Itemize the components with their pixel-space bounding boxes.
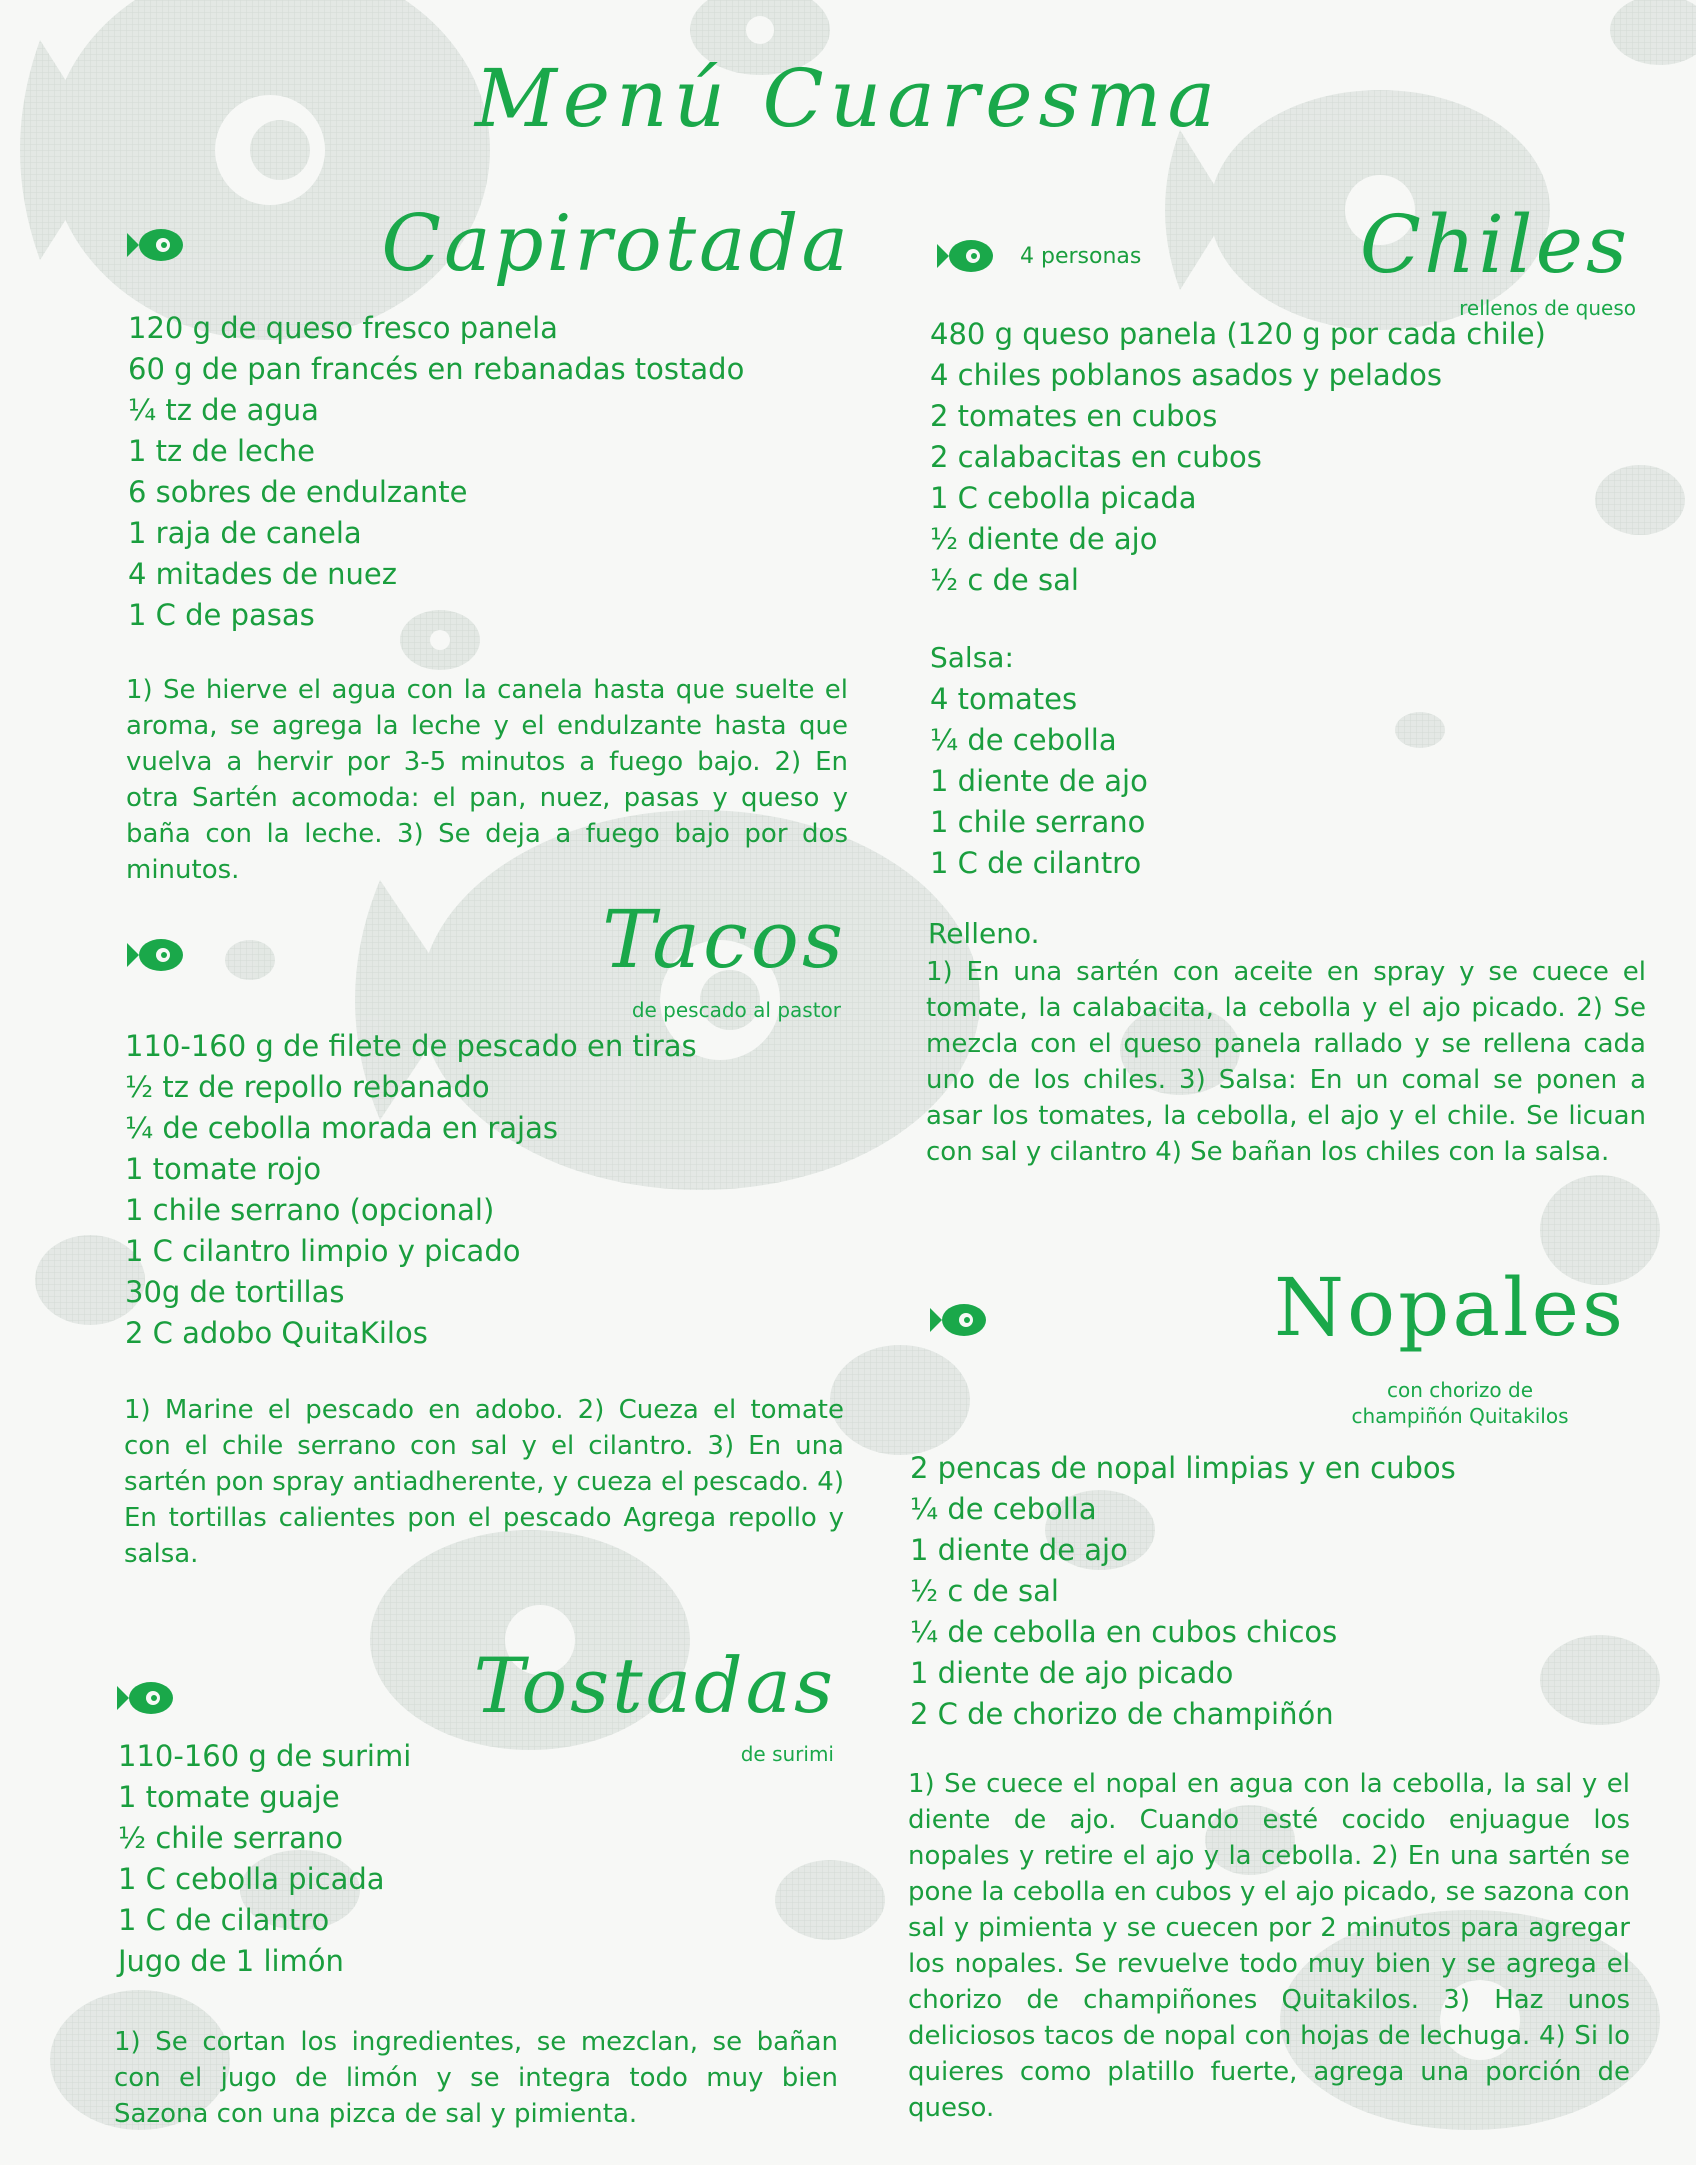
list-item: 1 diente de ajo	[910, 1533, 1128, 1567]
list-item: 1 C cebolla picada	[930, 481, 1197, 515]
capirotada-ingredients	[128, 308, 848, 636]
chiles-relleno-label: Relleno.	[928, 917, 1040, 950]
list-item: 1 C de cilantro	[930, 846, 1142, 880]
tacos-instructions: 1) Marine el pescado en adobo. 2) Cueza el tomate con el chile serrano con sal y el cilantro. 3) En una sartén pon spray antiadherente, y cueza el pescado. 4) En tortillas calientes pon el pescado Agrega repollo y salsa.	[124, 1395, 844, 1569]
tacos-title: Tacos	[602, 893, 846, 986]
chiles-servings: 4 personas	[1020, 244, 1142, 269]
fish-logo-icon	[125, 935, 185, 979]
fish-logo-icon	[935, 236, 995, 280]
nopales-subtitle-line2: champiñón Quitakilos	[1351, 1404, 1569, 1428]
nopales-subtitle-line1: con chorizo de	[1386, 1378, 1534, 1402]
list-item: 120 g de queso fresco panela	[128, 311, 558, 345]
list-item: 480 g queso panela (120 g por cada chile)	[930, 317, 1546, 351]
chiles-salsa-ingredients	[930, 679, 1530, 884]
list-item: 2 pencas de nopal limpias y en cubos	[910, 1451, 1456, 1485]
fish-logo-icon	[928, 1300, 988, 1344]
list-item: 2 C de chorizo de champiñón	[910, 1697, 1334, 1731]
tacos-subtitle: de pescado al pastor	[631, 998, 841, 1022]
list-item: 1 C de pasas	[128, 598, 315, 632]
list-item: 6 sobres de endulzante	[128, 475, 468, 509]
chiles-instructions: 1) En una sartén con aceite en spray y se cuece el tomate, la calabacita, la cebolla y el ajo picado. 2) Se mezcla con el queso panela rallado y se rellena cada uno de los chiles. 3) Salsa: En un comal se ponen a asar los tomates, la cebolla, el ajo y el chile. Se licuan con sal y cilantro 4) Se bañan los chiles con la salsa.	[926, 957, 1646, 1167]
list-item: ½ chile serrano	[118, 1821, 344, 1855]
list-item: Jugo de 1 limón	[118, 1944, 344, 1978]
list-item: ½ tz de repollo rebanado	[125, 1070, 490, 1104]
list-item: 1 raja de canela	[128, 516, 362, 550]
chiles-salsa-label: Salsa:	[930, 641, 1014, 674]
nopales-instructions: 1) Se cuece el nopal en agua con la cebolla, la sal y el diente de ajo. Cuando esté cocido enjuague los nopales y retire el ajo y la cebolla. 2) En una sartén se pone la cebolla en cubos y el ajo picado, se sazona con sal y pimienta y se cuecen por 2 minutos para agregar los nopales. Se revuelve todo muy bien y se agrega el chorizo de champiñones Quitakilos. 3) Haz unos deliciosos tacos de nopal con hojas de lechuga. 4) Si lo quieres como platillo fuerte, agrega una porción de queso.	[908, 1769, 1630, 2123]
list-item: 1 tomate guaje	[118, 1780, 340, 1814]
list-item: 4 tomates	[930, 682, 1078, 716]
nopales-ingredients	[910, 1448, 1630, 1735]
nopales-title: Nopales	[1273, 1261, 1626, 1354]
list-item: 4 chiles poblanos asados y pelados	[930, 358, 1442, 392]
chiles-title: Chiles	[1359, 198, 1630, 291]
list-item: ½ diente de ajo	[930, 522, 1158, 556]
list-item: 1 chile serrano (opcional)	[125, 1193, 495, 1227]
list-item: ½ c de sal	[910, 1574, 1059, 1608]
list-item: 1 C cebolla picada	[118, 1862, 385, 1896]
list-item: 30g de tortillas	[125, 1275, 345, 1309]
list-item: ¼ tz de agua	[128, 393, 319, 427]
list-item: 110-160 g de filete de pescado en tiras	[125, 1029, 697, 1063]
list-item: ¼ de cebolla	[930, 723, 1117, 757]
fish-logo-icon	[125, 225, 185, 269]
list-item: 1 C cilantro limpio y picado	[125, 1234, 521, 1268]
list-item: 2 calabacitas en cubos	[930, 440, 1262, 474]
list-item: 1 chile serrano	[930, 805, 1146, 839]
list-item: ½ c de sal	[930, 563, 1079, 597]
list-item: 2 tomates en cubos	[930, 399, 1218, 433]
list-item: 1 tomate rojo	[125, 1152, 322, 1186]
page-title: Menú Cuaresma	[474, 52, 1222, 145]
list-item: 1 diente de ajo picado	[910, 1656, 1234, 1690]
tostadas-title: Tostadas	[473, 1641, 836, 1730]
chiles-subtitle: rellenos de queso	[1459, 296, 1636, 320]
tacos-ingredients	[125, 1026, 845, 1354]
capirotada-title: Capirotada	[381, 199, 851, 289]
list-item: 1 tz de leche	[128, 434, 316, 468]
list-item: ¼ de cebolla	[910, 1492, 1097, 1526]
chiles-ingredients	[930, 314, 1650, 601]
list-item: ¼ de cebolla morada en rajas	[125, 1111, 558, 1145]
list-item: 110-160 g de surimi	[118, 1739, 412, 1773]
list-item: 4 mitades de nuez	[128, 557, 397, 591]
list-item: 1 diente de ajo	[930, 764, 1148, 798]
list-item: ¼ de cebolla en cubos chicos	[910, 1615, 1338, 1649]
list-item: 1 C de cilantro	[118, 1903, 330, 1937]
list-item: 2 C adobo QuitaKilos	[125, 1316, 428, 1350]
list-item: 60 g de pan francés en rebanadas tostado	[128, 352, 745, 386]
tostadas-ingredients	[118, 1736, 718, 1982]
capirotada-instructions: 1) Se hierve el agua con la canela hasta que suelte el aroma, se agrega la leche y el endulzante hasta que vuelva a hervir por 3-5 minutos a fuego bajo. 2) En otra Sartén acomoda: el pan, nuez, pasas y queso y baña con la leche. 3) Se deja a fuego bajo por dos minutos.	[126, 675, 848, 885]
tostadas-instructions: 1) Se cortan los ingredientes, se mezclan, se bañan con el jugo de limón y se integra todo muy bien Sazona con una pizca de sal y pimienta.	[114, 2027, 838, 2129]
fish-logo-icon	[115, 1678, 175, 1722]
tostadas-subtitle: de surimi	[740, 1742, 834, 1766]
